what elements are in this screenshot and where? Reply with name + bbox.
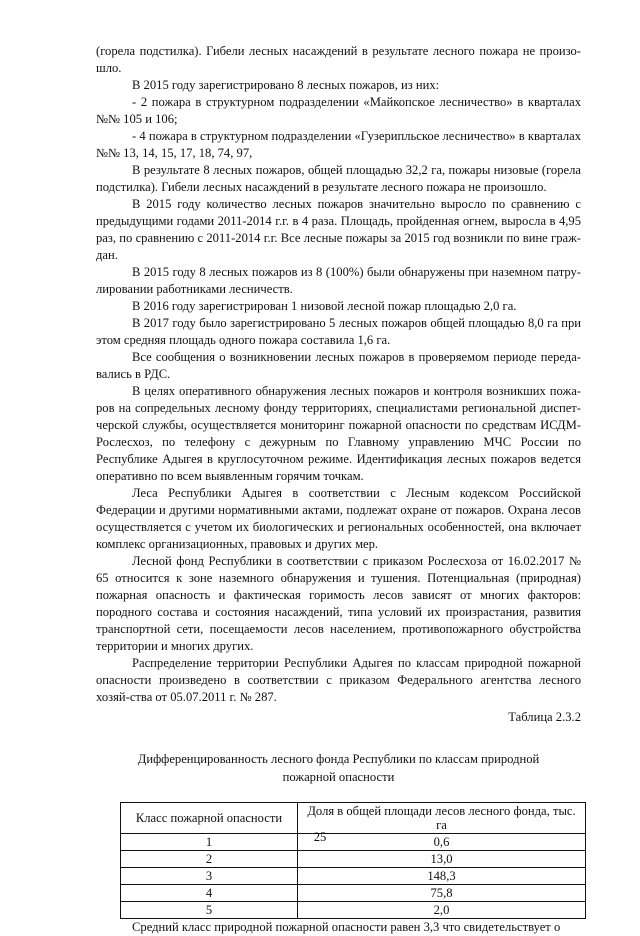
- paragraph: Леса Республики Адыгея в соответствии с Лесным кодексом Российской Федерации и другими нормативными актами, подлежат охране от пожаров. Охрана лесов осуществляется с учетом их биологических и региональных особенностей, она включает комплекс организационных, правовых и других мер.: [96, 486, 581, 551]
- table-row: [121, 902, 586, 919]
- paragraph: В результате 8 лесных пожаров, общей площадью 32,2 га, пожары низовые (горела подстилка). Гибели лесных насаждений в результате лесного пожара не произошло.: [96, 163, 581, 194]
- cell-share: 13,0: [298, 851, 586, 868]
- table-label: Таблица 2.3.2: [508, 710, 581, 724]
- paragraph: Все сообщения о возникновении лесных пожаров в проверяемом периоде переда-вались в РДС.: [96, 350, 581, 381]
- paragraph: В целях оперативного обнаружения лесных пожаров и контроля возникших пожа-ров на сопредельных лесному фонду территориях, специалистами региональной диспет-черской службы, осуществляется мониторинг пожарной опасности по средствам ИСДМ-Рослесхоз, по телефону с дежурным по Главному управлению МЧС России по Республике Адыгея в круглосуточном режиме. Идентификация лесных пожаров ведется оперативно по всем выявленным горячим точкам.: [96, 384, 581, 483]
- paragraph: В 2017 году было зарегистрировано 5 лесных пожаров общей площадью 8,0 га при этом средняя площадь одного пожара составила 1,6 га.: [96, 316, 581, 347]
- paragraph: В 2015 году 8 лесных пожаров из 8 (100%) были обнаружены при наземном патру-лировании работниками лесничеств.: [96, 265, 581, 296]
- cell-share: 148,3: [298, 868, 586, 885]
- paragraph: Лесной фонд Республики в соответствии с приказом Рослесхоза от 16.02.2017 № 65 относится к зоне наземного обнаружения и тушения. Потенциальная (природная) пожарная опасность и фактическая горимость лесов зависят от многих факторов: породного состава и состояния насаждений, типа условий их произрастания, развития транспортной сети, посещаемости лесов населением, противопожарного обустройства территории и многих других.: [96, 554, 581, 653]
- fire-danger-table: [120, 802, 586, 919]
- paragraph: Распределение территории Республики Адыгея по классам природной пожарной опасности произведено в соответствии с приказом Федерального агентства лесного хозяй-ства от 05.07.2011 г. № 287.: [96, 656, 581, 704]
- cell-class: 3: [121, 868, 298, 885]
- paragraph: В 2015 году количество лесных пожаров значительно выросло по сравнению с предыдущими годами 2011-2014 г.г. в 4 раза. Площадь, пройденная огнем, выросла в 4,95 раз, по сравнению с 2011-2014 г.г. Все лесные пожары за 2015 год возникли по вине граж-дан.: [96, 197, 581, 262]
- paragraph: В 2015 году зарегистрировано 8 лесных пожаров, из них:: [132, 78, 440, 92]
- cell-share: 75,8: [298, 885, 586, 902]
- paragraph: - 2 пожара в структурном подразделении «Майкопское лесничество» в кварталах №№ 105 и 106;: [96, 95, 581, 126]
- table-title: Дифференцированность лесного фонда Республики по классам природной пожарной опасности: [137, 752, 540, 784]
- table-row: [121, 885, 586, 902]
- table-row: [121, 851, 586, 868]
- cell-class: 1: [121, 834, 298, 851]
- column-header-class: Класс пожарной опасности: [121, 803, 298, 834]
- paragraph: (горела подстилка). Гибели лесных насаждений в результате лесного пожара не произо-шло.: [96, 44, 581, 75]
- cell-share: 2,0: [298, 902, 586, 919]
- body-text: [96, 43, 581, 936]
- paragraph: - 4 пожара в структурном подразделении «Гузерипльское лесничество» в кварталах №№ 13, 14, 15, 17, 18, 74, 97,: [96, 129, 581, 160]
- page-number: 25: [313, 830, 327, 844]
- cell-share: 0,6: [298, 834, 586, 851]
- closing-paragraph: Средний класс природной пожарной опасности равен 3,3 что свидетельствует о: [132, 920, 561, 934]
- cell-class: 4: [121, 885, 298, 902]
- cell-class: 5: [121, 902, 298, 919]
- table-row: [121, 868, 586, 885]
- paragraph: В 2016 году зарегистрирован 1 низовой лесной пожар площадью 2,0 га.: [132, 299, 517, 313]
- cell-class: 2: [121, 851, 298, 868]
- column-header-share: Доля в общей площади лесов лесного фонда, тыс. га: [298, 803, 586, 834]
